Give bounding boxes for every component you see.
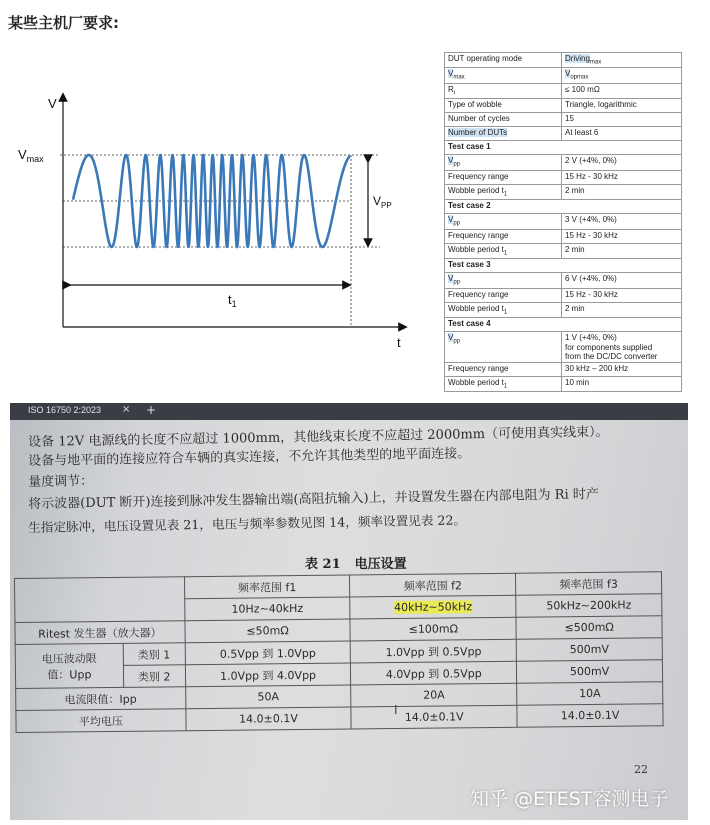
spec-section-title: Test case 2 xyxy=(445,200,682,214)
spec-row xyxy=(445,127,682,141)
spec-section-row xyxy=(445,259,682,273)
x-axis-label: t xyxy=(397,335,401,350)
spec-value: Triangle, logarithmic xyxy=(562,99,682,113)
spec-row xyxy=(445,362,682,376)
ri-f2: ≤100mΩ xyxy=(350,617,516,641)
spec-value: 30 kHz – 200 kHz xyxy=(562,362,682,376)
cat1-f2: 1.0Vpp 到 0.5Vpp xyxy=(351,639,517,663)
test-spec-table xyxy=(444,52,682,392)
page-heading: 某些主机厂要求: xyxy=(8,14,119,32)
period-label: $t_1$ xyxy=(228,292,237,309)
spec-row xyxy=(445,332,682,363)
spec-row xyxy=(445,83,682,98)
spec-key: Number of DUTs xyxy=(445,127,562,141)
spec-row xyxy=(445,273,682,288)
ri-f3: ≤500mΩ xyxy=(516,616,662,640)
upp-label: 电压波动限 值：Upp xyxy=(15,643,123,688)
ipp-f3: 10A xyxy=(517,682,663,706)
text-cursor-icon: I xyxy=(394,703,398,717)
ipp-f1: 50A xyxy=(185,685,351,709)
cat2-label: 类别 2 xyxy=(123,665,185,688)
body-line-4: 将示波器(DUT 断开)连接到脉冲发生器输出端(高阻抗输入)上，并设置发生器在内部电阻为 Ri 时产 xyxy=(28,487,599,512)
spec-key: Frequency range xyxy=(445,362,562,376)
spec-value: 15 xyxy=(562,113,682,127)
spec-row xyxy=(445,113,682,127)
standard-page-photo xyxy=(10,403,688,820)
range-f1: 10Hz~40kHz xyxy=(184,597,350,621)
spec-key: $R_i$ xyxy=(445,83,562,98)
spec-key: $V_{pp}$ xyxy=(445,214,562,229)
cat1-f3: 500mV xyxy=(516,638,662,662)
cat1-f1: 0.5Vpp 到 1.0Vpp xyxy=(185,641,351,665)
y-axis-label: V xyxy=(48,96,57,111)
spec-row xyxy=(445,243,682,258)
spec-value: 1 V (+4%, 0%) for components supplied from the DC/DC converter xyxy=(562,332,682,363)
th-f3: 频率范围 f3 xyxy=(516,572,662,596)
ipp-label: 电流限值：Ipp xyxy=(16,687,186,711)
spec-row xyxy=(445,68,682,83)
spec-value: 2 min xyxy=(562,243,682,258)
spec-row xyxy=(445,99,682,113)
spec-value: 2 min xyxy=(562,184,682,199)
spec-value: 10 min xyxy=(562,376,682,391)
spec-value: At least 6 xyxy=(562,127,682,141)
spec-value: 15 Hz - 30 kHz xyxy=(562,229,682,243)
table-caption: 表 21 电压设置 xyxy=(305,557,407,572)
vpp-label: $V_{PP}$ xyxy=(373,194,392,210)
spec-section-title: Test case 4 xyxy=(445,318,682,332)
cat2-f1: 1.0Vpp 到 4.0Vpp xyxy=(185,663,351,687)
range-f2: 40kHz~50kHz xyxy=(350,595,516,619)
spec-value: 2 V (+4%, 0%) xyxy=(562,155,682,170)
cat1-label: 类别 1 xyxy=(123,643,185,666)
body-line-5: 生指定脉冲，电压设置见表 21，电压与频率参数见图 14，频率设置见表 22。 xyxy=(28,512,467,535)
avg-f3: 14.0±0.1V xyxy=(517,704,663,728)
spec-key: Frequency range xyxy=(445,288,562,302)
spec-section-title: Test case 3 xyxy=(445,259,682,273)
spec-row xyxy=(445,229,682,243)
waveform-svg xyxy=(10,75,420,365)
spec-value: $V_{opmax}$ xyxy=(562,68,682,83)
range-f3: 50kHz~200kHz xyxy=(516,594,662,618)
spec-value: ≤ 100 mΩ xyxy=(562,83,682,98)
spec-key: Wobble period $t_1$ xyxy=(445,302,562,317)
new-tab-icon[interactable]: + xyxy=(146,403,157,417)
spec-row xyxy=(445,184,682,199)
spec-section-row xyxy=(445,141,682,155)
document-tab[interactable]: ISO 16750 2:2023 xyxy=(28,405,102,415)
cat2-f2: 4.0Vpp 到 0.5Vpp xyxy=(351,661,517,685)
spec-value: 6 V (+4%, 0%) xyxy=(562,273,682,288)
avg-f2: 14.0±0.1V xyxy=(351,705,517,729)
spec-section-title: Test case 1 xyxy=(445,141,682,155)
th-f1: 频率范围 f1 xyxy=(184,575,350,599)
spec-row xyxy=(445,170,682,184)
spec-value: 3 V (+4%, 0%) xyxy=(562,214,682,229)
spec-value: 2 min xyxy=(562,302,682,317)
cat2-f3: 500mV xyxy=(517,660,663,684)
body-line-3: 量度调节： xyxy=(28,473,94,490)
ipp-f2: 20A xyxy=(351,683,517,707)
spec-row xyxy=(445,53,682,68)
spec-row xyxy=(445,288,682,302)
spec-key: Wobble period $t_1$ xyxy=(445,376,562,391)
spec-row xyxy=(445,302,682,317)
spec-key: Wobble period $t_1$ xyxy=(445,243,562,258)
spec-row xyxy=(445,155,682,170)
page-number: 22 xyxy=(634,763,648,776)
spec-key: $V_{pp}$ xyxy=(445,332,562,363)
body-line-2: 设备与地平面的连接应符合车辆的真实连接，不允许其他类型的地平面连接。 xyxy=(28,446,471,469)
avg-f1: 14.0±0.1V xyxy=(186,707,352,731)
spec-key: Number of cycles xyxy=(445,113,562,127)
spec-key: Wobble period $t_1$ xyxy=(445,184,562,199)
voltage-settings-table xyxy=(14,571,664,733)
spec-key: Frequency range xyxy=(445,170,562,184)
spec-value: Driving$_{max}$ xyxy=(562,53,682,68)
th-f2: 频率范围 f2 xyxy=(350,573,516,597)
wobble-waveform-figure xyxy=(10,75,420,365)
spec-key: $V_{pp}$ xyxy=(445,155,562,170)
spec-value: 15 Hz - 30 kHz xyxy=(562,288,682,302)
vmax-label: $V_{max}$ xyxy=(18,147,44,164)
spec-key: Frequency range xyxy=(445,229,562,243)
spec-row xyxy=(445,376,682,391)
spec-key: $V_{pp}$ xyxy=(445,273,562,288)
spec-section-row xyxy=(445,200,682,214)
body-line-1: 设备 12V 电源线的长度不应超过 1000mm，其他线束长度不应超过 2000mm（可使用真实线束）。 xyxy=(28,424,609,450)
viewer-tab-bar xyxy=(10,403,688,420)
spec-row xyxy=(445,214,682,229)
close-tab-icon[interactable]: × xyxy=(122,404,131,415)
avg-label: 平均电压 xyxy=(16,709,186,733)
spec-section-row xyxy=(445,318,682,332)
ri-f1: ≤50mΩ xyxy=(185,619,351,643)
ri-label: Ritest 发生器（放大器） xyxy=(15,621,185,645)
zhihu-watermark: 知乎 @ETEST容测电子 xyxy=(470,788,669,810)
spec-key: DUT operating mode xyxy=(445,53,562,68)
spec-key: $V_{max}$ xyxy=(445,68,562,83)
spec-key: Type of wobble xyxy=(445,99,562,113)
spec-value: 15 Hz - 30 kHz xyxy=(562,170,682,184)
